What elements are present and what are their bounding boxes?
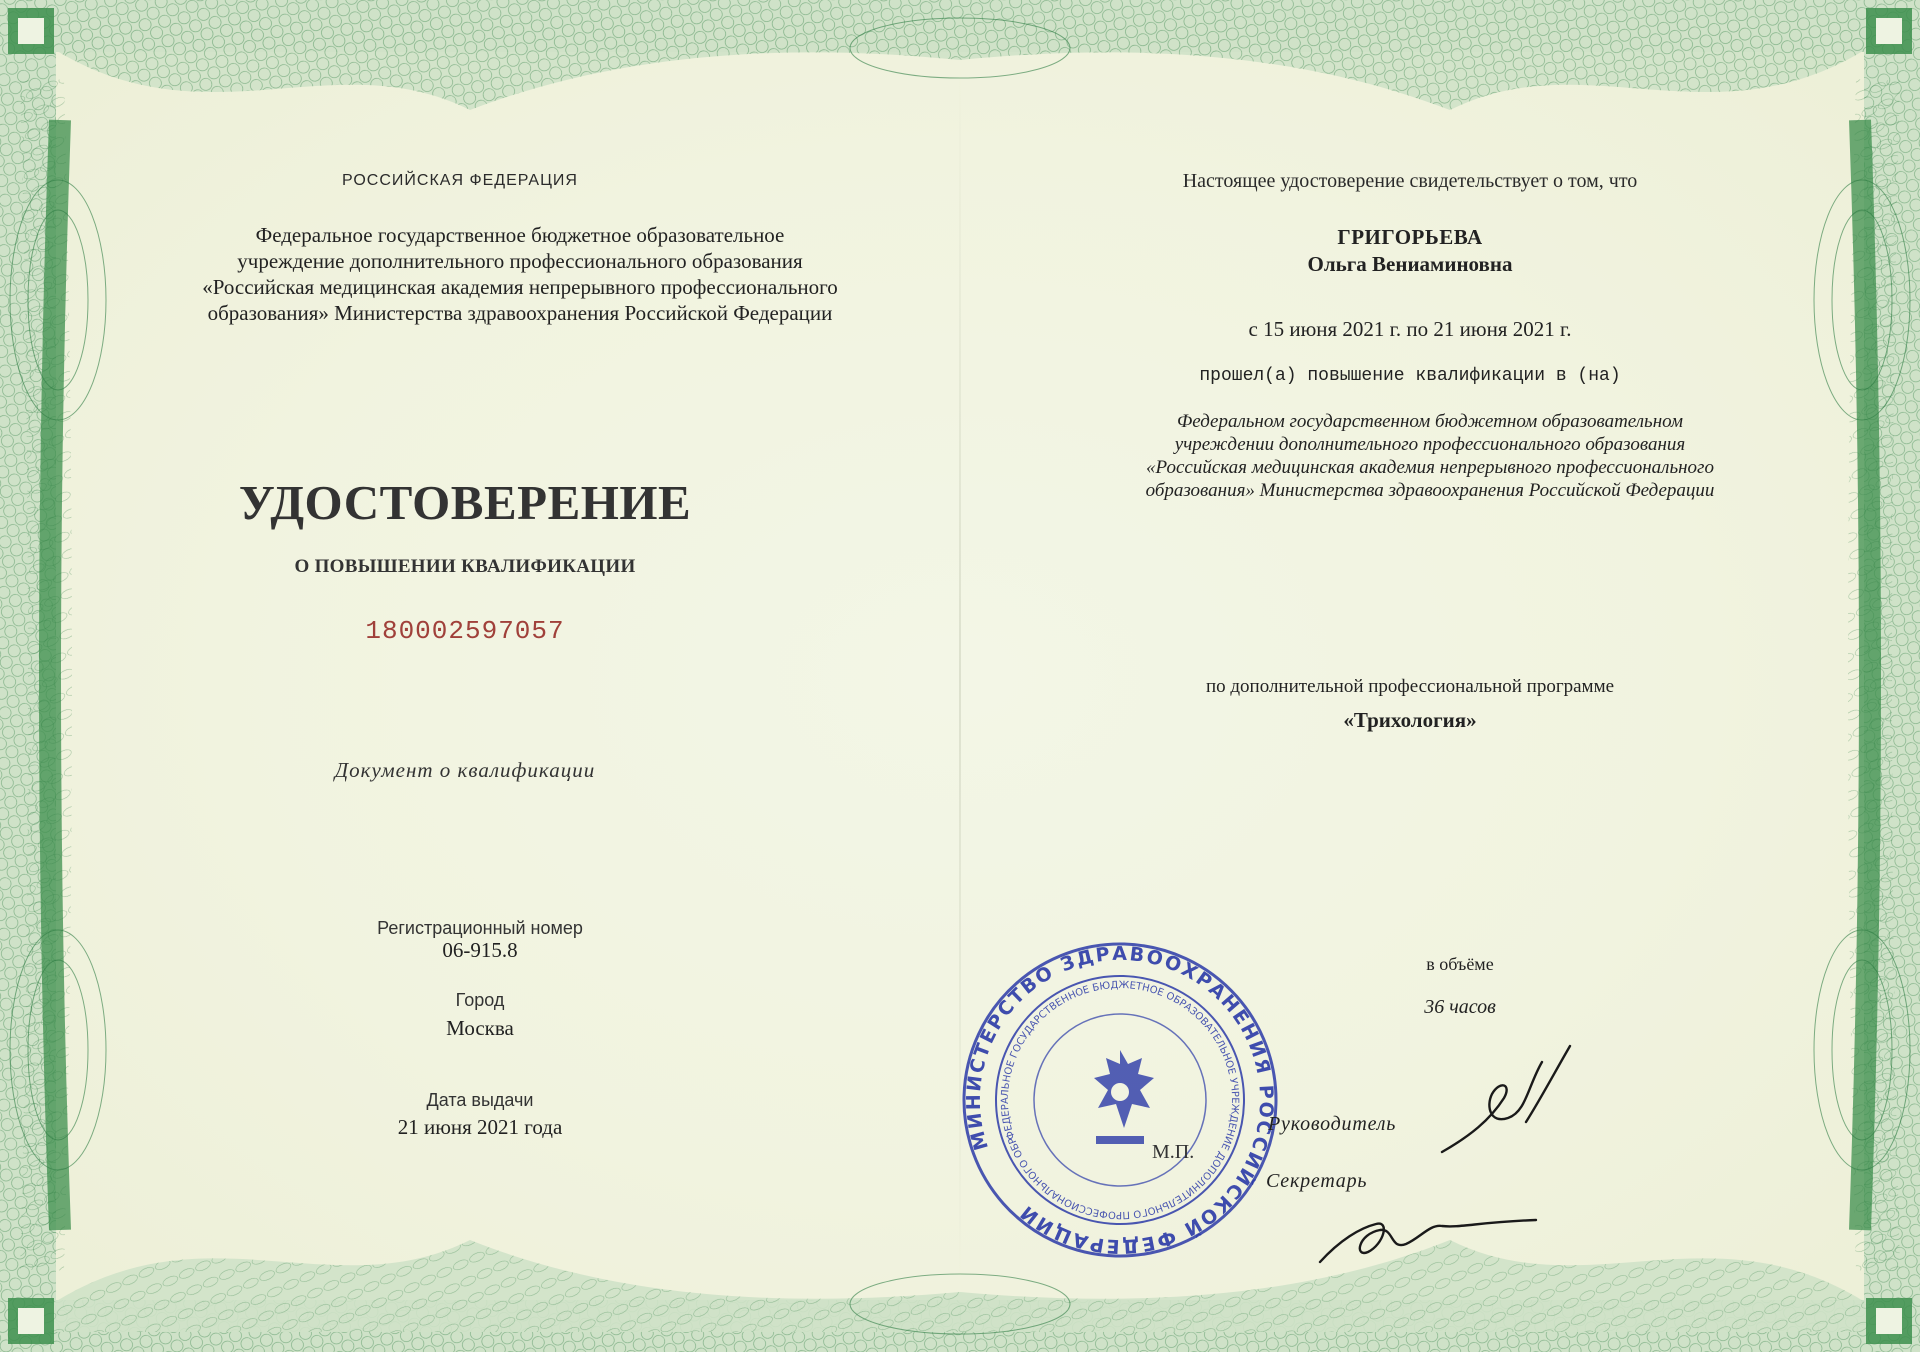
eagle-emblem-icon <box>1094 1050 1154 1144</box>
organization-line: учреждение дополнительного профессионального образования <box>237 249 803 273</box>
issue-date-label: Дата выдачи <box>426 1090 534 1110</box>
document-subtitle: О ПОВЫШЕНИИ КВАЛИФИКАЦИИ <box>294 556 636 577</box>
institution-line: образования» Министерства здравоохранения Российской Федерации <box>1145 480 1715 501</box>
head-signature <box>1430 1040 1580 1160</box>
document-title: УДОСТОВЕРЕНИЕ <box>238 475 692 530</box>
document-number: 180002597057 <box>365 616 565 646</box>
institution-line: «Российская медицинская академия непрерывного профессионального <box>1146 457 1714 478</box>
country-heading: РОССИЙСКАЯ ФЕДЕРАЦИЯ <box>342 172 578 189</box>
head-label: Руководитель <box>1268 1113 1397 1135</box>
registration-label: Регистрационный номер <box>377 918 583 938</box>
institution-line: Федеральном государственном бюджетном образовательном <box>1176 411 1684 432</box>
passed-statement: прошел(а) повышение квалификации в (на) <box>1199 366 1621 386</box>
training-period: с 15 июня 2021 г. по 21 июня 2021 г. <box>1248 317 1572 341</box>
document-type: Документ о квалификации <box>334 758 596 782</box>
holder-surname: ГРИГОРЬЕВА <box>1337 225 1483 249</box>
institution-name <box>1080 410 1780 502</box>
secretary-signature <box>1310 1200 1550 1280</box>
holder-given-names: Ольга Вениаминовна <box>1307 252 1513 276</box>
organization-line: Федеральное государственное бюджетное образовательное <box>255 223 785 247</box>
secretary-label: Секретарь <box>1266 1170 1368 1192</box>
organization-line: «Российская медицинская академия непрерывного профессионального <box>202 275 838 299</box>
program-name: «Трихология» <box>1343 708 1477 732</box>
city-label: Город <box>455 990 505 1010</box>
registration-value: 06-915.8 <box>442 938 518 962</box>
stamp-inner-text: ФЕДЕРАЛЬНОЕ ГОСУДАРСТВЕННОЕ БЮДЖЕТНОЕ ОБРАЗОВАТЕЛЬНОЕ УЧРЕЖДЕНИЕ ДОПОЛНИТЕЛЬНОГО ПРОФЕССИОНАЛЬНОГО ОБРАЗОВАНИЯ <box>999 979 1241 1221</box>
organization-line: образования» Министерства здравоохранения Российской Федерации <box>207 301 833 325</box>
organization-name <box>100 222 940 326</box>
stamp-outer-text: МИНИСТЕРСТВО ЗДРАВООХРАНЕНИЯ РОССИЙСКОЙ ФЕДЕРАЦИИ <box>962 942 1278 1258</box>
issue-date-value: 21 июня 2021 года <box>397 1115 563 1139</box>
stamp-center-mark: М.П. <box>1152 1141 1195 1163</box>
volume-label: в объёме <box>1426 954 1494 974</box>
volume-value: 36 часов <box>1424 996 1496 1018</box>
city-value: Москва <box>446 1016 514 1040</box>
official-stamp <box>960 940 1280 1260</box>
institution-line: учреждении дополнительного профессионального образования <box>1174 434 1686 455</box>
program-label: по дополнительной профессиональной программе <box>1205 676 1615 697</box>
certificate-intro: Настоящее удостоверение свидетельствует о том, что <box>1182 170 1638 192</box>
